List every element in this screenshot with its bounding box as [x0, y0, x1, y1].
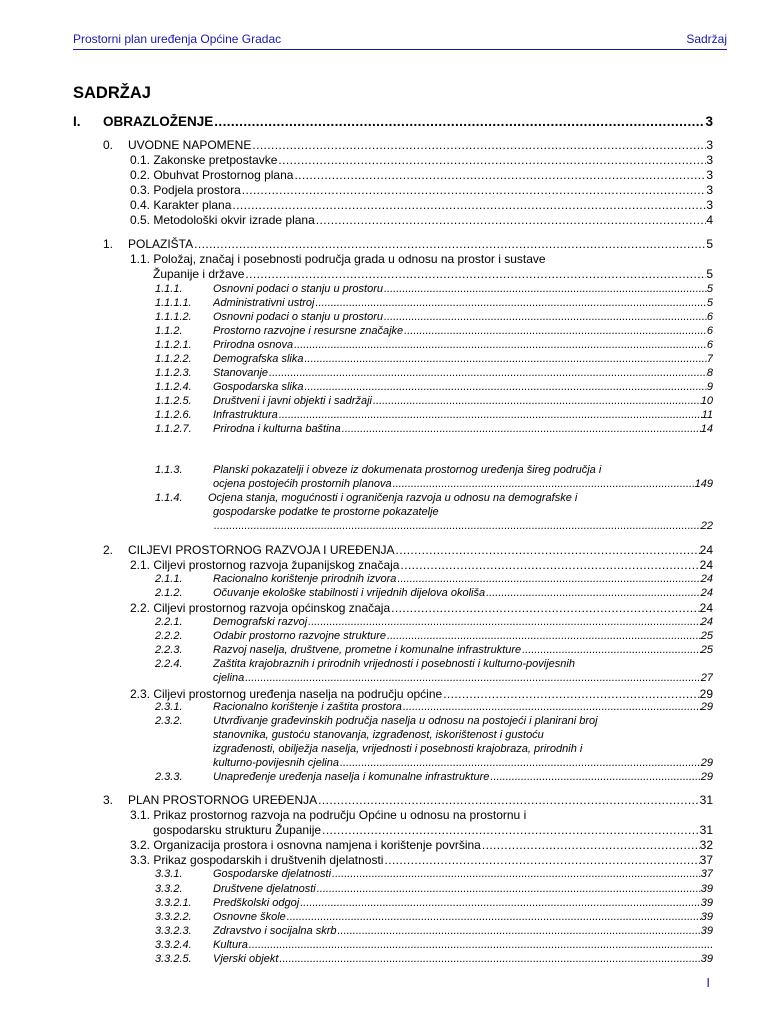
toc-entry-title: gospodarsku strukturu Županije: [153, 823, 322, 837]
toc-page-number: 29: [699, 687, 713, 701]
toc-entry-number: 3.3.2.: [155, 883, 183, 895]
toc-entry-number: 1.1.3.: [155, 464, 183, 476]
toc-page-number: 39: [700, 897, 713, 909]
toc-entry-number: 3.3.2.3.: [155, 925, 192, 937]
toc-entry[interactable]: [155, 297, 713, 312]
toc-entry[interactable]: [213, 506, 713, 521]
toc-dot-leader: [384, 283, 707, 295]
toc-page-number: 10: [700, 395, 713, 407]
toc-entry-title: Kultura: [213, 939, 248, 951]
toc-dot-leader: [232, 198, 706, 212]
toc-entry-title: Predškolski odgoj: [213, 897, 300, 909]
toc-dot-leader: [332, 868, 701, 880]
toc-dot-leader: [294, 339, 707, 351]
toc-dot-leader: [287, 911, 701, 923]
toc-dot-leader: [214, 114, 705, 129]
toc-entry[interactable]: [103, 138, 713, 153]
toc-dot-leader: [304, 353, 706, 365]
toc-page-number: 5: [706, 267, 713, 281]
page-number: I: [706, 975, 710, 990]
toc-entry-number: 3.3.2.4.: [155, 939, 192, 951]
toc-page-number: 29: [700, 771, 713, 783]
toc-entry[interactable]: [213, 729, 713, 744]
toc-entry[interactable]: [155, 311, 713, 326]
toc-entry-number: 1.1.4.: [155, 492, 183, 504]
toc-dot-leader: [387, 630, 701, 642]
toc-entry-title: Županije i države: [153, 267, 245, 281]
toc-dot-leader: [482, 838, 700, 852]
toc-entry-number: 1.1.2.4.: [155, 381, 192, 393]
toc-entry[interactable]: [155, 492, 713, 507]
toc-entry[interactable]: [155, 395, 713, 410]
toc-entry-number: 3.3.2.5.: [155, 953, 192, 965]
toc-entry-number: 3.3.2.1.: [155, 897, 192, 909]
toc-entry[interactable]: [213, 757, 713, 772]
toc-dot-leader: [443, 687, 699, 701]
toc-page-number: 32: [699, 838, 713, 852]
header-document-title: Prostorni plan uređenja Općine Gradac: [73, 32, 282, 46]
toc-entry-title: 3.3. Prikaz gospodarskih i društvenih djelatnosti: [130, 853, 384, 867]
toc-entry-title: izgrađenosti, obilježja naselja, vrijednosti i posebnosti krajobraza, prirodnih i: [213, 743, 583, 755]
toc-dot-leader: [384, 311, 707, 323]
toc-dot-leader: [384, 853, 699, 867]
toc-entry[interactable]: [103, 237, 713, 252]
toc-entry-number: 2.1.1.: [155, 573, 183, 585]
toc-entry-number: 3.3.1.: [155, 868, 183, 880]
toc-dot-leader: [342, 423, 701, 435]
toc-dot-leader: [373, 395, 701, 407]
toc-entry[interactable]: [155, 353, 713, 368]
toc-page-number: 27: [700, 672, 713, 684]
toc-entry-title: 0.3. Podjela prostora: [130, 183, 241, 197]
toc-entry[interactable]: [153, 267, 713, 282]
toc-entry-number: 1.1.2.7.: [155, 423, 192, 435]
toc-entry-number: 1.1.2.5.: [155, 395, 192, 407]
page-title: SADRŽAJ: [73, 84, 151, 102]
toc-dot-leader: [338, 925, 701, 937]
toc-page-number: 24: [699, 601, 713, 615]
toc-entry[interactable]: [103, 543, 713, 558]
toc-page-number: 25: [700, 644, 713, 656]
toc-dot-leader: [404, 325, 707, 337]
toc-page-number: 4: [706, 213, 713, 227]
toc-entry-title: 0.1. Zakonske pretpostavke: [130, 153, 278, 167]
toc-entry-title: Zdravstvo i socijalna skrb: [213, 925, 337, 937]
toc-dot-leader: [490, 771, 700, 783]
toc-page-number: 31: [699, 823, 713, 837]
toc-entry-title: Demografski razvoj: [213, 616, 308, 628]
toc-page-number: 11: [701, 409, 713, 421]
toc-entry[interactable]: [130, 198, 713, 213]
toc-entry[interactable]: [73, 114, 713, 129]
toc-entry-title: Odabir prostorno razvojne strukture: [213, 630, 387, 642]
toc-entry-title: 2.3. Ciljevi prostornog uređenja naselja na području općine: [130, 687, 443, 701]
toc-entry-title: Administrativni ustroj: [213, 297, 315, 309]
toc-dot-leader: [318, 793, 699, 807]
toc-entry-number: 2.3.3.: [155, 771, 183, 783]
toc-dot-leader: [322, 823, 700, 837]
toc-entry-title: 0.5. Metodološki okvir izrade plana: [130, 213, 315, 227]
toc-dot-leader: [245, 672, 701, 684]
toc-entry[interactable]: [130, 558, 713, 573]
toc-entry-title: Unapređenje uređenja naselja i komunalne infrastrukture: [213, 771, 490, 783]
toc-entry-title: Infrastruktura: [213, 409, 278, 421]
toc-page-number: 39: [700, 883, 713, 895]
toc-page-number: 25: [700, 630, 713, 642]
toc-page-number: 8: [706, 367, 713, 379]
toc-entry-number: I.: [73, 114, 81, 129]
toc-entry-title: Očuvanje ekološke stabilnosti i vrijednih dijelova okoliša: [213, 587, 486, 599]
toc-dot-leader: [279, 953, 700, 965]
page-header: [73, 32, 727, 50]
toc-entry-number: 1.1.2.2.: [155, 353, 192, 365]
toc-entry[interactable]: [155, 939, 713, 954]
toc-page-number: 6: [706, 311, 713, 323]
toc-entry[interactable]: [130, 153, 713, 168]
toc-dot-leader: [214, 520, 701, 532]
toc-dot-leader: [249, 939, 713, 951]
toc-entry-number: 2.1.2.: [155, 587, 183, 599]
toc-entry-title: Osnovni podaci o stanju u prostoru: [213, 283, 383, 295]
toc-entry-title: kulturno-povijesnih cjelina: [213, 757, 339, 769]
toc-page-number: 24: [699, 558, 713, 572]
toc-entry-title: Osnovne škole: [213, 911, 286, 923]
toc-entry[interactable]: [130, 838, 713, 853]
toc-page-number: 29: [700, 757, 713, 769]
toc-entry[interactable]: [153, 823, 713, 838]
toc-entry-number: 2.2.4.: [155, 658, 183, 670]
toc-dot-leader: [317, 883, 701, 895]
toc-entry[interactable]: [155, 464, 713, 479]
toc-dot-leader: [305, 381, 707, 393]
toc-entry-title: Prostorno razvojne i resursne značajke: [213, 325, 404, 337]
toc-dot-leader: [242, 183, 707, 197]
toc-entry[interactable]: [155, 658, 713, 673]
toc-dot-leader: [279, 409, 702, 421]
toc-page-number: 5: [706, 237, 713, 251]
toc-entry[interactable]: [155, 883, 713, 898]
toc-entry[interactable]: [155, 715, 713, 730]
toc-entry-number: 1.1.1.: [155, 283, 183, 295]
toc-entry-title: ocjena postojećih prostornih planova: [213, 478, 392, 490]
toc-entry-title: Ocjena stanja, mogućnosti i ograničenja razvoja u odnosu na demografske i: [208, 492, 578, 504]
toc-entry-number: 2.3.1.: [155, 701, 183, 713]
toc-page-number: 39: [700, 925, 713, 937]
toc-entry-title: Društveni i javni objekti i sadržaji: [213, 395, 372, 407]
toc-entry-title: Društvene djelatnosti: [213, 883, 316, 895]
toc-entry-title: Prirodna i kulturna baština: [213, 423, 341, 435]
toc-entry-title: 0.4. Karakter plana: [130, 198, 232, 212]
toc-entry-title: CILJEVI PROSTORNOG RAZVOJA I UREĐENJA: [128, 543, 395, 557]
toc-entry[interactable]: [155, 339, 713, 354]
toc-dot-leader: [316, 213, 707, 227]
toc-page-number: 24: [699, 543, 713, 557]
toc-entry[interactable]: [155, 616, 713, 631]
toc-entry[interactable]: [155, 367, 713, 382]
toc-entry[interactable]: [155, 325, 713, 340]
toc-entry[interactable]: [130, 183, 713, 198]
toc-entry[interactable]: [155, 573, 713, 588]
toc-page-number: 39: [700, 911, 713, 923]
toc-entry[interactable]: [130, 687, 713, 702]
toc-entry-title: 3.2. Organizacija prostora i osnovna namjena i korištenje površina: [130, 838, 481, 852]
toc-entry-number: 0.: [103, 138, 114, 152]
toc-entry[interactable]: [130, 853, 713, 868]
toc-dot-leader: [396, 543, 700, 557]
toc-entry[interactable]: [213, 672, 713, 687]
toc-dot-leader: [400, 558, 699, 572]
toc-dot-leader: [315, 297, 706, 309]
toc-page-number: 24: [700, 573, 713, 585]
toc-entry[interactable]: [130, 808, 713, 823]
toc-page-number: 14: [700, 423, 713, 435]
toc-entry[interactable]: [155, 868, 713, 883]
toc-dot-leader: [522, 644, 701, 656]
toc-entry-number: 1.1.2.: [155, 325, 183, 337]
toc-page-number: 6: [706, 325, 713, 337]
toc-page-number: 6: [706, 339, 713, 351]
toc-dot-leader: [397, 573, 700, 585]
toc-dot-leader: [403, 701, 701, 713]
toc-entry-number: 2.3.2.: [155, 715, 183, 727]
toc-page-number: 3: [705, 114, 713, 129]
toc-page-number: 39: [700, 953, 713, 965]
toc-dot-leader: [194, 237, 706, 251]
toc-entry[interactable]: [213, 478, 713, 493]
toc-entry-title: 3.1. Prikaz prostornog razvoja na području Općine u odnosu na prostornu i: [130, 808, 527, 822]
toc-entry-title: Razvoj naselja, društvene, prometne i komunalne infrastrukture: [213, 644, 522, 656]
toc-page-number: 3: [706, 168, 713, 182]
toc-entry-title: Utvrđivanje građevinskih područja naselja u odnosu na postojeći i planirani broj: [213, 715, 598, 727]
toc-entry-title: Gospodarska slika: [213, 381, 304, 393]
toc-page-number: 3: [706, 198, 713, 212]
toc-entry-title: Prirodna osnova: [213, 339, 294, 351]
toc-entry-title: POLAZIŠTA: [128, 237, 194, 251]
toc-entry-title: cjelina: [213, 672, 245, 684]
toc-page-number: 9: [706, 381, 713, 393]
toc-entry-number: 1.: [103, 237, 114, 251]
toc-entry[interactable]: [155, 897, 713, 912]
toc-entry-title: Zaštita krajobraznih i prirodnih vrijednosti i posebnosti i kulturno-povijesnih: [213, 658, 575, 670]
toc-entry[interactable]: [155, 644, 713, 659]
toc-entry-title: 2.1. Ciljevi prostornog razvoja županijskog značaja: [130, 558, 400, 572]
toc-entry-number: 1.1.2.6.: [155, 409, 192, 421]
toc-entry-title: Planski pokazatelji i obveze iz dokumenata prostornog uređenja šireg područja i: [213, 464, 602, 476]
toc-page-number: 7: [706, 353, 713, 365]
toc-dot-leader: [486, 587, 701, 599]
toc-entry[interactable]: [213, 743, 713, 758]
toc-dot-leader: [278, 153, 706, 167]
toc-entry[interactable]: [130, 601, 713, 616]
toc-entry-title: Vjerski objekt: [213, 953, 279, 965]
toc-entry-number: 2.2.1.: [155, 616, 183, 628]
toc-entry-title: Racionalno korištenje prirodnih izvora: [213, 573, 397, 585]
toc-entry[interactable]: [103, 793, 713, 808]
toc-entry-number: 2.: [103, 543, 114, 557]
toc-dot-leader: [300, 897, 701, 909]
toc-entry-number: 2.2.2.: [155, 630, 183, 642]
toc-page-number: 3: [706, 153, 713, 167]
toc-entry-title: UVODNE NAPOMENE: [128, 138, 252, 152]
toc-entry-title: Racionalno korištenje i zaštita prostora: [213, 701, 402, 713]
toc-page-number: 149: [694, 478, 713, 490]
toc-page-number: 37: [700, 868, 713, 880]
toc-page-number: 5: [706, 283, 713, 295]
toc-entry-title: OBRAZLOŽENJE: [103, 114, 214, 129]
toc-entry-title: Osnovni podaci o stanju u prostoru: [213, 311, 383, 323]
toc-entry[interactable]: [155, 587, 713, 602]
toc-entry[interactable]: [155, 283, 713, 298]
toc-entry-title: stanovnika, gustoću stanovanja, izgrađenost, iskorištenost i gustoću: [213, 729, 544, 741]
toc-entry[interactable]: [155, 953, 713, 968]
toc-entry-title: gospodarske podatke te prostorne pokazatelje: [213, 506, 439, 518]
toc-dot-leader: [391, 601, 700, 615]
toc-dot-leader: [308, 616, 701, 628]
toc-entry[interactable]: [155, 423, 713, 438]
toc-entry-title: Stanovanje: [213, 367, 269, 379]
toc-entry-number: 1.1.2.1.: [155, 339, 192, 351]
toc-entry-title: 1.1. Položaj, značaj i posebnosti područja grada u odnosu na prostor i sustave: [130, 252, 546, 266]
toc-page-number: 29: [700, 701, 713, 713]
toc-entry-title: Gospodarske djelatnosti: [213, 868, 332, 880]
toc-entry[interactable]: [213, 520, 713, 535]
toc-entry-number: 1.1.1.1.: [155, 297, 192, 309]
toc-entry-title: 2.2. Ciljevi prostornog razvoja općinskog značaja: [130, 601, 391, 615]
toc-entry-number: 3.3.2.2.: [155, 911, 192, 923]
toc-entry-number: 2.2.3.: [155, 644, 183, 656]
toc-dot-leader: [269, 367, 707, 379]
toc-page-number: 3: [706, 138, 713, 152]
header-section-title: Sadržaj: [686, 32, 727, 46]
toc-entry[interactable]: [155, 701, 713, 716]
toc-entry[interactable]: [155, 381, 713, 396]
toc-entry[interactable]: [130, 252, 713, 267]
toc-entry[interactable]: [155, 630, 713, 645]
toc-page-number: 3: [706, 183, 713, 197]
toc-entry-title: Demografska slika: [213, 353, 304, 365]
toc-entry-number: 3.: [103, 793, 114, 807]
toc-dot-leader: [294, 168, 706, 182]
toc-entry[interactable]: [130, 213, 713, 228]
toc-dot-leader: [393, 478, 695, 490]
toc-entry-title: 0.2. Obuhvat Prostornog plana: [130, 168, 294, 182]
toc-entry[interactable]: [155, 925, 713, 940]
toc-page-number: 24: [700, 587, 713, 599]
toc-entry[interactable]: [130, 168, 713, 183]
toc-dot-leader: [252, 138, 706, 152]
toc-entry-number: 1.1.1.2.: [155, 311, 192, 323]
toc-dot-leader: [340, 757, 701, 769]
toc-page-number: 24: [700, 616, 713, 628]
toc-entry-title: PLAN PROSTORNOG UREĐENJA: [128, 793, 318, 807]
toc-entry-number: 1.1.2.3.: [155, 367, 192, 379]
toc-page-number: 37: [699, 853, 713, 867]
toc-entry[interactable]: [155, 771, 713, 786]
toc-page-number: 22: [700, 520, 713, 532]
toc-entry[interactable]: [155, 409, 713, 424]
toc-dot-leader: [245, 267, 706, 281]
toc-entry[interactable]: [155, 911, 713, 926]
toc-page-number: 31: [699, 793, 713, 807]
toc-page-number: 5: [706, 297, 713, 309]
